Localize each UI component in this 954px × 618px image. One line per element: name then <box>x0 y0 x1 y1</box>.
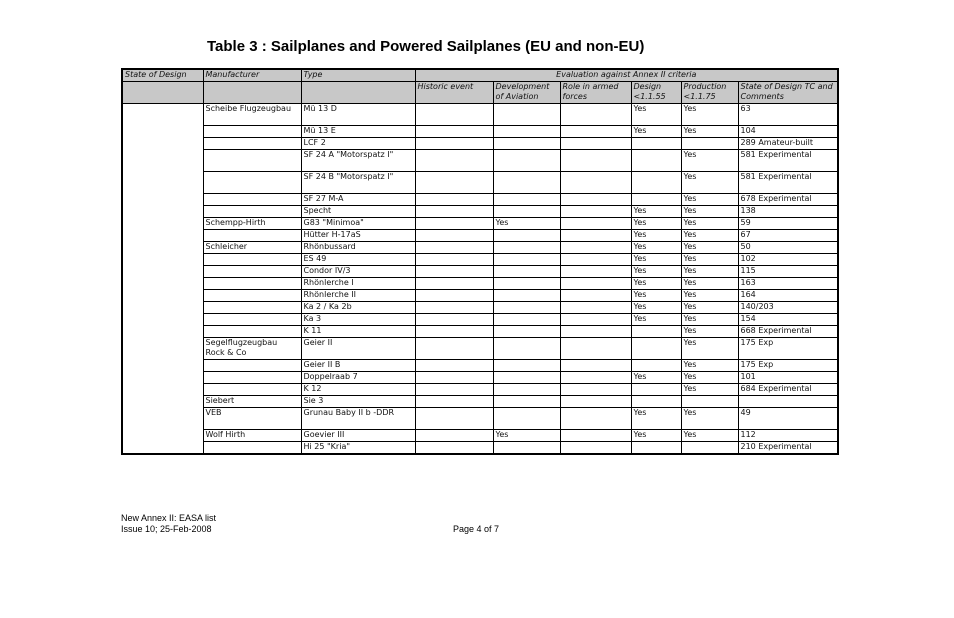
cell-historic-event <box>415 442 493 455</box>
cell-development <box>493 360 560 372</box>
cell-design <box>631 150 681 172</box>
header-state-tc: State of Design TC and Comments <box>738 82 838 104</box>
cell-design <box>631 396 681 408</box>
cell-production: Yes <box>681 242 738 254</box>
cell-development <box>493 126 560 138</box>
cell-type: Rhönlerche I <box>301 278 415 290</box>
cell-development <box>493 326 560 338</box>
cell-manufacturer <box>203 150 301 172</box>
table-row <box>122 218 838 230</box>
table-row <box>122 302 838 314</box>
table-row <box>122 138 838 150</box>
cell-tc-comments: 581 Experimental <box>738 150 838 172</box>
table-row <box>122 372 838 384</box>
cell-tc-comments: 175 Exp <box>738 338 838 360</box>
cell-tc-comments: 104 <box>738 126 838 138</box>
cell-historic-event <box>415 230 493 242</box>
cell-development <box>493 314 560 326</box>
cell-tc-comments: 163 <box>738 278 838 290</box>
cell-role <box>560 230 631 242</box>
cell-manufacturer <box>203 360 301 372</box>
cell-role <box>560 278 631 290</box>
cell-historic-event <box>415 278 493 290</box>
cell-production: Yes <box>681 360 738 372</box>
cell-development <box>493 254 560 266</box>
cell-role <box>560 290 631 302</box>
cell-development <box>493 290 560 302</box>
cell-type: Mü 13 D <box>301 104 415 126</box>
cell-production: Yes <box>681 384 738 396</box>
cell-development <box>493 372 560 384</box>
cell-historic-event <box>415 172 493 194</box>
cell-historic-event <box>415 408 493 430</box>
cell-role <box>560 104 631 126</box>
cell-development <box>493 266 560 278</box>
cell-production: Yes <box>681 254 738 266</box>
cell-tc-comments: 175 Exp <box>738 360 838 372</box>
table-row <box>122 242 838 254</box>
cell-design <box>631 138 681 150</box>
cell-production: Yes <box>681 194 738 206</box>
cell-design: Yes <box>631 430 681 442</box>
cell-development <box>493 384 560 396</box>
cell-manufacturer <box>203 384 301 396</box>
header-role-in-armed-forces: Role in armed forces <box>560 82 631 104</box>
cell-production: Yes <box>681 408 738 430</box>
cell-production: Yes <box>681 230 738 242</box>
cell-manufacturer <box>203 206 301 218</box>
cell-manufacturer <box>203 442 301 455</box>
cell-design: Yes <box>631 242 681 254</box>
cell-historic-event <box>415 242 493 254</box>
cell-state-of-design <box>122 104 203 455</box>
cell-historic-event <box>415 194 493 206</box>
cell-role <box>560 138 631 150</box>
cell-design: Yes <box>631 266 681 278</box>
cell-design: Yes <box>631 254 681 266</box>
cell-historic-event <box>415 326 493 338</box>
table-row <box>122 442 838 455</box>
cell-type: Condor IV/3 <box>301 266 415 278</box>
cell-design: Yes <box>631 302 681 314</box>
cell-type: Hütter H-17aS <box>301 230 415 242</box>
cell-historic-event <box>415 396 493 408</box>
cell-development <box>493 172 560 194</box>
page-title: Table 3 : Sailplanes and Powered Sailplanes (EU and non-EU) <box>207 38 645 55</box>
cell-tc-comments: 684 Experimental <box>738 384 838 396</box>
cell-role <box>560 326 631 338</box>
cell-production: Yes <box>681 314 738 326</box>
cell-production: Yes <box>681 430 738 442</box>
cell-historic-event <box>415 138 493 150</box>
cell-tc-comments: 59 <box>738 218 838 230</box>
header-evaluation: Evaluation against Annex II criteria <box>415 69 838 82</box>
cell-type: K 12 <box>301 384 415 396</box>
header-type: Type <box>301 69 415 82</box>
cell-tc-comments: 140/203 <box>738 302 838 314</box>
cell-design: Yes <box>631 104 681 126</box>
cell-type: Ka 3 <box>301 314 415 326</box>
cell-historic-event <box>415 218 493 230</box>
footer-issue-line: Issue 10; 25-Feb-2008 <box>121 524 212 534</box>
cell-role <box>560 372 631 384</box>
cell-production: Yes <box>681 326 738 338</box>
cell-manufacturer: Scheibe Flugzeugbau <box>203 104 301 126</box>
cell-tc-comments: 102 <box>738 254 838 266</box>
cell-development <box>493 442 560 455</box>
cell-type: Rhönlerche II <box>301 290 415 302</box>
cell-design <box>631 384 681 396</box>
cell-type: Doppelraab 7 <box>301 372 415 384</box>
cell-historic-event <box>415 360 493 372</box>
cell-manufacturer <box>203 126 301 138</box>
cell-historic-event <box>415 126 493 138</box>
sailplanes-table <box>121 68 839 455</box>
header-row-1 <box>122 69 838 82</box>
cell-manufacturer: Schleicher <box>203 242 301 254</box>
table-row <box>122 230 838 242</box>
cell-production: Yes <box>681 126 738 138</box>
cell-role <box>560 194 631 206</box>
header-blank-state <box>122 82 203 104</box>
cell-tc-comments: 210 Experimental <box>738 442 838 455</box>
cell-development <box>493 396 560 408</box>
cell-manufacturer: Wolf Hirth <box>203 430 301 442</box>
cell-manufacturer <box>203 172 301 194</box>
cell-historic-event <box>415 384 493 396</box>
cell-historic-event <box>415 150 493 172</box>
cell-role <box>560 150 631 172</box>
cell-type: Sie 3 <box>301 396 415 408</box>
cell-type: Ka 2 / Ka 2b <box>301 302 415 314</box>
cell-development <box>493 230 560 242</box>
cell-manufacturer <box>203 290 301 302</box>
cell-type: Goevier III <box>301 430 415 442</box>
footer-annex-line: New Annex II: EASA list <box>121 513 217 523</box>
cell-design: Yes <box>631 408 681 430</box>
cell-tc-comments: 115 <box>738 266 838 278</box>
table-row <box>122 254 838 266</box>
cell-design <box>631 338 681 360</box>
header-row-2 <box>122 82 838 104</box>
cell-development <box>493 194 560 206</box>
header-blank-manufacturer <box>203 82 301 104</box>
cell-design: Yes <box>631 372 681 384</box>
header-blank-type <box>301 82 415 104</box>
table-row <box>122 314 838 326</box>
cell-type: ES 49 <box>301 254 415 266</box>
cell-type: Mü 13 E <box>301 126 415 138</box>
table-row <box>122 338 838 360</box>
table-row <box>122 430 838 442</box>
cell-manufacturer <box>203 326 301 338</box>
table-row <box>122 172 838 194</box>
table-row <box>122 194 838 206</box>
cell-development <box>493 278 560 290</box>
cell-tc-comments: 668 Experimental <box>738 326 838 338</box>
cell-historic-event <box>415 314 493 326</box>
cell-tc-comments: 101 <box>738 372 838 384</box>
cell-tc-comments: 112 <box>738 430 838 442</box>
cell-production: Yes <box>681 206 738 218</box>
table-row <box>122 104 838 126</box>
cell-production: Yes <box>681 290 738 302</box>
cell-tc-comments: 289 Amateur-built <box>738 138 838 150</box>
cell-historic-event <box>415 254 493 266</box>
cell-type: Specht <box>301 206 415 218</box>
cell-role <box>560 338 631 360</box>
cell-manufacturer: Schempp-Hirth <box>203 218 301 230</box>
cell-tc-comments: 154 <box>738 314 838 326</box>
cell-historic-event <box>415 290 493 302</box>
cell-manufacturer: VEB <box>203 408 301 430</box>
cell-tc-comments: 581 Experimental <box>738 172 838 194</box>
cell-manufacturer <box>203 254 301 266</box>
cell-manufacturer <box>203 230 301 242</box>
cell-historic-event <box>415 302 493 314</box>
cell-type: Rhönbussard <box>301 242 415 254</box>
cell-manufacturer <box>203 138 301 150</box>
cell-type: SF 24 A "Motorspatz I" <box>301 150 415 172</box>
table-row <box>122 408 838 430</box>
cell-manufacturer <box>203 302 301 314</box>
cell-role <box>560 254 631 266</box>
cell-design: Yes <box>631 206 681 218</box>
cell-production: Yes <box>681 172 738 194</box>
cell-historic-event <box>415 430 493 442</box>
cell-manufacturer <box>203 278 301 290</box>
table-row <box>122 126 838 138</box>
cell-tc-comments: 67 <box>738 230 838 242</box>
table-row <box>122 206 838 218</box>
table-body <box>122 104 838 455</box>
cell-manufacturer <box>203 314 301 326</box>
cell-type: G83 "Minimoa" <box>301 218 415 230</box>
cell-tc-comments: 49 <box>738 408 838 430</box>
header-state-of-design: State of Design <box>122 69 203 82</box>
cell-role <box>560 384 631 396</box>
cell-production: Yes <box>681 338 738 360</box>
cell-historic-event <box>415 372 493 384</box>
cell-tc-comments: 678 Experimental <box>738 194 838 206</box>
table-row <box>122 396 838 408</box>
cell-role <box>560 172 631 194</box>
cell-production: Yes <box>681 278 738 290</box>
cell-manufacturer <box>203 372 301 384</box>
cell-manufacturer: Siebert <box>203 396 301 408</box>
cell-type: K 11 <box>301 326 415 338</box>
footer-left <box>121 513 216 535</box>
cell-development <box>493 242 560 254</box>
cell-design <box>631 360 681 372</box>
table-row <box>122 278 838 290</box>
cell-role <box>560 302 631 314</box>
cell-design <box>631 172 681 194</box>
cell-development <box>493 150 560 172</box>
cell-role <box>560 206 631 218</box>
cell-development <box>493 138 560 150</box>
cell-development <box>493 302 560 314</box>
header-design: Design <1.1.55 <box>631 82 681 104</box>
cell-role <box>560 360 631 372</box>
cell-type: SF 24 B "Motorspatz I" <box>301 172 415 194</box>
cell-role <box>560 218 631 230</box>
cell-historic-event <box>415 104 493 126</box>
cell-production <box>681 138 738 150</box>
cell-production: Yes <box>681 372 738 384</box>
cell-role <box>560 396 631 408</box>
cell-tc-comments: 164 <box>738 290 838 302</box>
header-production: Production <1.1.75 <box>681 82 738 104</box>
cell-manufacturer: Segelflugzeugbau Rock & Co <box>203 338 301 360</box>
cell-role <box>560 242 631 254</box>
cell-tc-comments: 63 <box>738 104 838 126</box>
header-manufacturer: Manufacturer <box>203 69 301 82</box>
cell-production: Yes <box>681 218 738 230</box>
table-row <box>122 384 838 396</box>
cell-role <box>560 314 631 326</box>
cell-role <box>560 266 631 278</box>
cell-type: Geier II B <box>301 360 415 372</box>
cell-historic-event <box>415 206 493 218</box>
cell-development <box>493 408 560 430</box>
cell-production <box>681 396 738 408</box>
cell-type: Hi 25 "Kria" <box>301 442 415 455</box>
table-row <box>122 360 838 372</box>
header-development-of-aviation: Development of Aviation <box>493 82 560 104</box>
cell-design: Yes <box>631 218 681 230</box>
cell-role <box>560 430 631 442</box>
cell-design: Yes <box>631 230 681 242</box>
cell-development: Yes <box>493 430 560 442</box>
cell-manufacturer <box>203 266 301 278</box>
cell-tc-comments: 50 <box>738 242 838 254</box>
cell-production: Yes <box>681 104 738 126</box>
cell-historic-event <box>415 266 493 278</box>
cell-design: Yes <box>631 126 681 138</box>
cell-production: Yes <box>681 266 738 278</box>
cell-design: Yes <box>631 314 681 326</box>
table-row <box>122 266 838 278</box>
cell-development <box>493 104 560 126</box>
cell-historic-event <box>415 338 493 360</box>
cell-type: Grunau Baby II b -DDR <box>301 408 415 430</box>
table-row <box>122 290 838 302</box>
table-row <box>122 150 838 172</box>
cell-design <box>631 194 681 206</box>
cell-production: Yes <box>681 150 738 172</box>
cell-design: Yes <box>631 278 681 290</box>
cell-role <box>560 442 631 455</box>
cell-type: Geier II <box>301 338 415 360</box>
cell-development <box>493 206 560 218</box>
header-historic-event: Historic event <box>415 82 493 104</box>
footer-page-number: Page 4 of 7 <box>453 524 500 534</box>
cell-manufacturer <box>203 194 301 206</box>
table-row <box>122 326 838 338</box>
cell-production <box>681 442 738 455</box>
cell-type: LCF 2 <box>301 138 415 150</box>
cell-tc-comments: 138 <box>738 206 838 218</box>
cell-development <box>493 338 560 360</box>
cell-type: SF 27 M-A <box>301 194 415 206</box>
cell-production: Yes <box>681 302 738 314</box>
cell-tc-comments <box>738 396 838 408</box>
cell-role <box>560 408 631 430</box>
cell-role <box>560 126 631 138</box>
cell-design <box>631 326 681 338</box>
cell-design <box>631 442 681 455</box>
cell-development: Yes <box>493 218 560 230</box>
cell-design: Yes <box>631 290 681 302</box>
